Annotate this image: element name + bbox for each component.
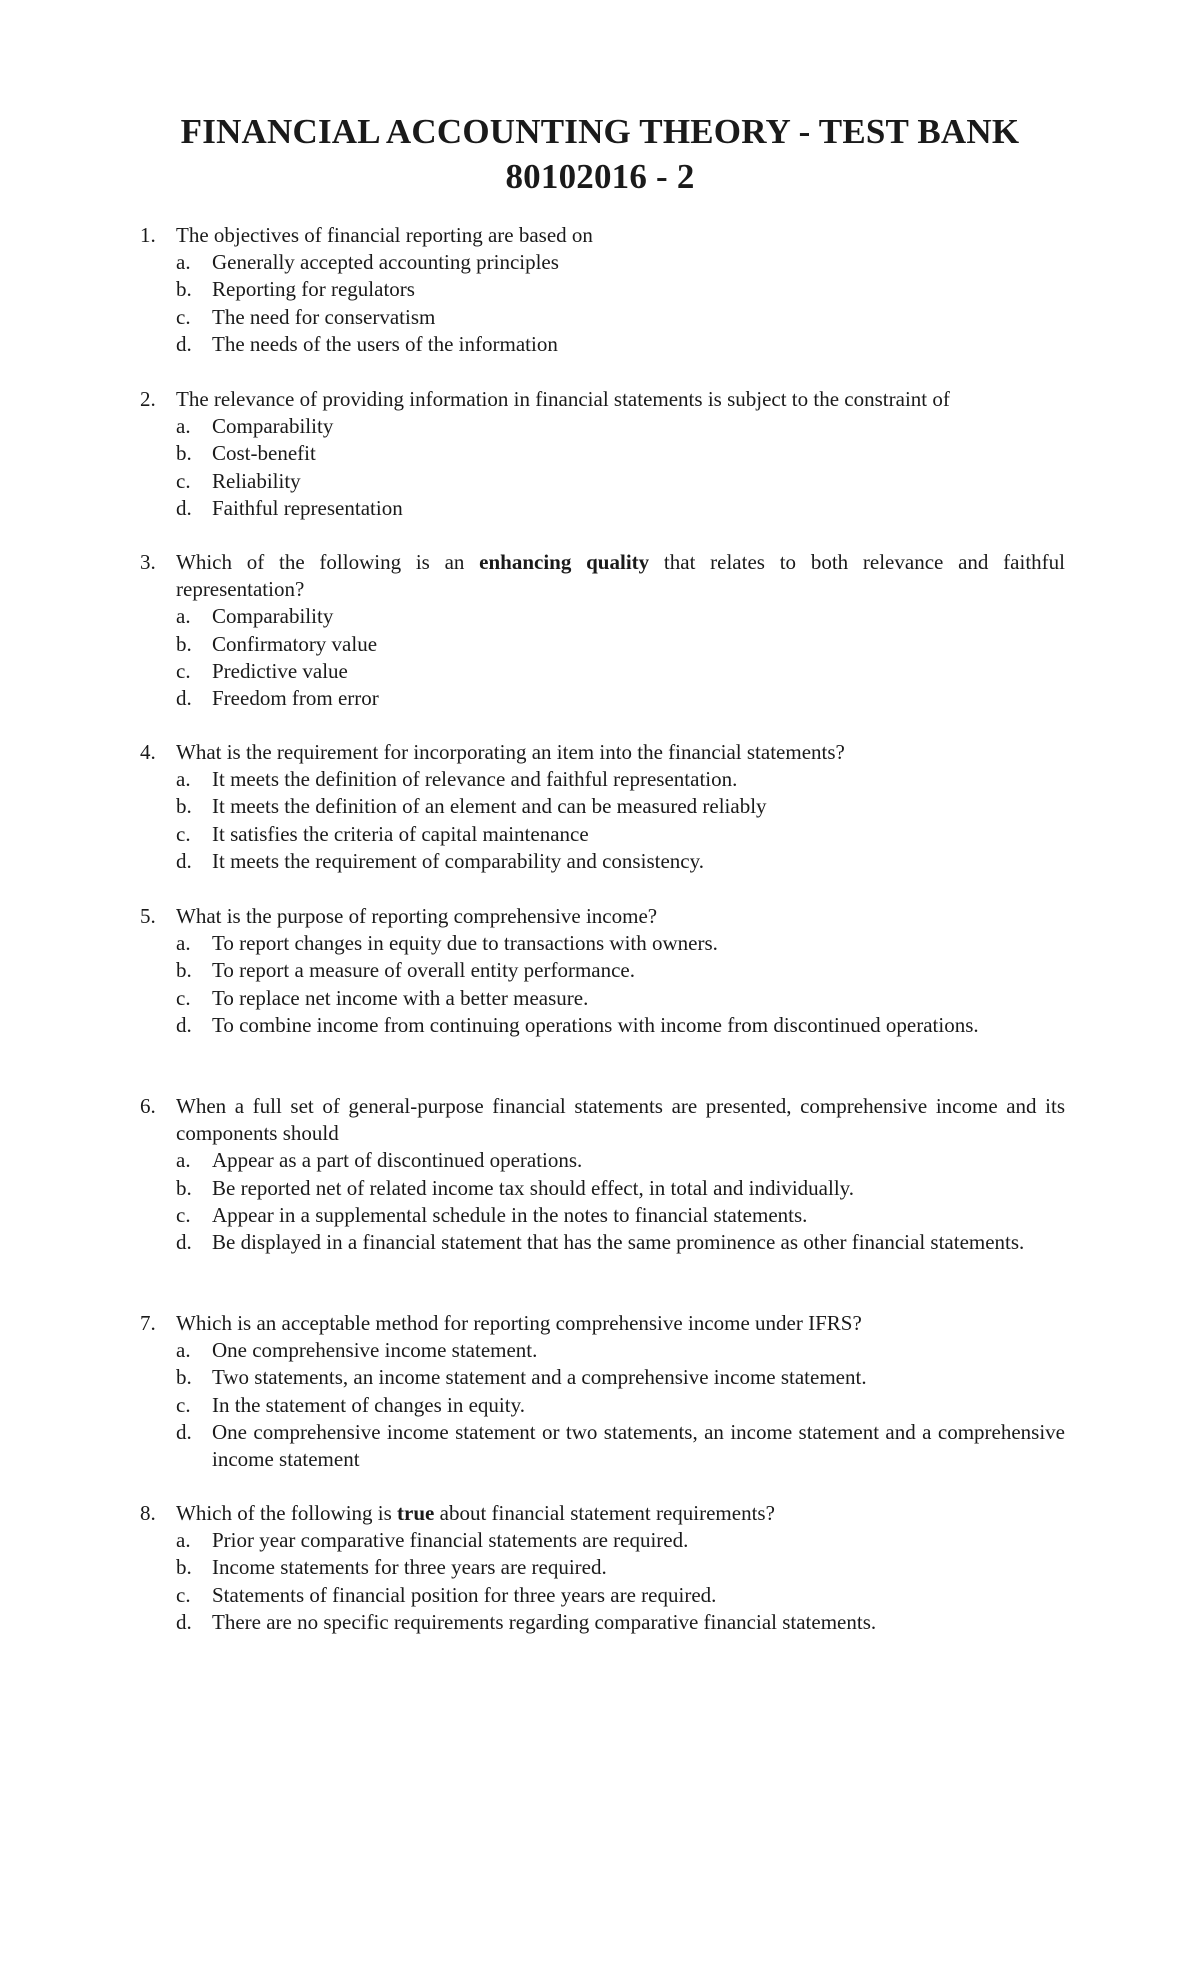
option-letter: d. bbox=[176, 1609, 192, 1634]
option-letter: a. bbox=[176, 604, 191, 629]
option-b bbox=[140, 1364, 1065, 1391]
question-number: 6. bbox=[140, 1094, 156, 1118]
question-text-part: Which is an acceptable method for reporting comprehensive income under IFRS? bbox=[176, 1311, 862, 1335]
option-c bbox=[140, 821, 1065, 848]
option-letter: b. bbox=[176, 794, 192, 819]
option-text: Faithful representation bbox=[212, 495, 403, 520]
question-number: 4. bbox=[140, 740, 156, 764]
option-text: To combine income from continuing operations with income from discontinued operations. bbox=[212, 1012, 979, 1037]
option-c bbox=[140, 1202, 1065, 1229]
option-letter: a. bbox=[176, 414, 191, 439]
option-text: One comprehensive income statement. bbox=[212, 1338, 538, 1363]
question-number: 1. bbox=[140, 223, 156, 247]
option-d bbox=[140, 685, 1065, 712]
option-d bbox=[140, 1229, 1065, 1256]
question-number: 3. bbox=[140, 550, 156, 574]
question-stem bbox=[140, 222, 1065, 249]
option-b bbox=[140, 631, 1065, 658]
option-text: The needs of the users of the information bbox=[212, 331, 558, 356]
question-4 bbox=[140, 739, 1065, 875]
option-a bbox=[140, 603, 1065, 630]
option-c bbox=[140, 985, 1065, 1012]
option-letter: d. bbox=[176, 1419, 192, 1444]
option-a bbox=[140, 766, 1065, 793]
option-letter: b. bbox=[176, 631, 192, 656]
option-letter: d. bbox=[176, 686, 192, 711]
option-text: One comprehensive income statement or two statements, an income statement and a comprehensive income statement bbox=[212, 1419, 1065, 1472]
option-letter: a. bbox=[176, 250, 191, 275]
option-letter: c. bbox=[176, 304, 191, 329]
option-d bbox=[140, 495, 1065, 522]
question-text-part: Which of the following is an bbox=[176, 550, 480, 574]
option-letter: d. bbox=[176, 848, 192, 873]
option-text: Comparability bbox=[212, 604, 334, 629]
option-b bbox=[140, 440, 1065, 467]
option-letter: b. bbox=[176, 1175, 192, 1200]
question-3 bbox=[140, 549, 1065, 712]
option-d bbox=[140, 1012, 1065, 1039]
option-letter: b. bbox=[176, 441, 192, 466]
option-a bbox=[140, 1147, 1065, 1174]
question-number: 5. bbox=[140, 904, 156, 928]
option-b bbox=[140, 276, 1065, 303]
option-c bbox=[140, 468, 1065, 495]
question-text bbox=[176, 739, 1065, 766]
question-7 bbox=[140, 1310, 1065, 1473]
option-letter: a. bbox=[176, 1338, 191, 1363]
option-text: The need for conservatism bbox=[212, 304, 436, 329]
option-text: Reporting for regulators bbox=[212, 277, 415, 302]
question-1 bbox=[140, 222, 1065, 358]
option-text: There are no specific requirements regarding comparative financial statements. bbox=[212, 1609, 877, 1634]
option-letter: b. bbox=[176, 1365, 192, 1390]
option-text: It meets the requirement of comparability and consistency. bbox=[212, 848, 704, 873]
document-title: FINANCIAL ACCOUNTING THEORY - TEST BANK bbox=[180, 112, 1020, 151]
question-text bbox=[176, 903, 1065, 930]
option-c bbox=[140, 1582, 1065, 1609]
option-letter: c. bbox=[176, 468, 191, 493]
question-6 bbox=[140, 1093, 1065, 1256]
option-letter: d. bbox=[176, 331, 192, 356]
question-emphasis: true bbox=[397, 1501, 435, 1525]
option-letter: c. bbox=[176, 658, 191, 683]
question-text-part: The objectives of financial reporting are based on bbox=[176, 223, 593, 247]
question-stem bbox=[140, 1093, 1065, 1147]
option-letter: a. bbox=[176, 931, 191, 956]
option-text: Statements of financial position for three years are required. bbox=[212, 1582, 717, 1607]
option-text: Reliability bbox=[212, 468, 301, 493]
question-5 bbox=[140, 903, 1065, 1039]
option-d bbox=[140, 848, 1065, 875]
option-c bbox=[140, 304, 1065, 331]
question-text bbox=[176, 1310, 1065, 1337]
option-letter: c. bbox=[176, 985, 191, 1010]
question-emphasis: enhancing quality bbox=[479, 550, 650, 574]
question-text bbox=[176, 549, 1065, 603]
option-text: Generally accepted accounting principles bbox=[212, 250, 559, 275]
question-text-part: that relates to both relevance and faithful representation? bbox=[176, 550, 1065, 602]
option-text: Be displayed in a financial statement that has the same prominence as other financial statements. bbox=[212, 1230, 1025, 1255]
question-stem bbox=[140, 903, 1065, 930]
option-b bbox=[140, 1175, 1065, 1202]
option-a bbox=[140, 930, 1065, 957]
document-code: 80102016 - 2 bbox=[505, 157, 695, 196]
question-text bbox=[176, 386, 1065, 413]
question-number: 7. bbox=[140, 1311, 156, 1335]
question-text-part: about financial statement requirements? bbox=[434, 1501, 775, 1525]
question-text bbox=[176, 1093, 1065, 1147]
question-number: 8. bbox=[140, 1501, 156, 1525]
question-text-part: When a full set of general-purpose financial statements are presented, comprehensive income and its components should bbox=[176, 1094, 1065, 1146]
option-letter: b. bbox=[176, 958, 192, 983]
option-text: Income statements for three years are required. bbox=[212, 1555, 607, 1580]
option-d bbox=[140, 1609, 1065, 1636]
option-d bbox=[140, 331, 1065, 358]
question-stem bbox=[140, 739, 1065, 766]
option-a bbox=[140, 413, 1065, 440]
option-text: Two statements, an income statement and a comprehensive income statement. bbox=[212, 1365, 867, 1390]
question-stem bbox=[140, 386, 1065, 413]
option-letter: d. bbox=[176, 1012, 192, 1037]
question-2 bbox=[140, 386, 1065, 522]
question-text-part: What is the requirement for incorporating an item into the financial statements? bbox=[176, 740, 845, 764]
option-text: Cost-benefit bbox=[212, 441, 316, 466]
option-text: It meets the definition of an element and can be measured reliably bbox=[212, 794, 767, 819]
option-b bbox=[140, 957, 1065, 984]
option-text: Be reported net of related income tax should effect, in total and individually. bbox=[212, 1175, 855, 1200]
option-letter: a. bbox=[176, 1148, 191, 1173]
question-text bbox=[176, 1500, 1065, 1527]
question-text bbox=[176, 222, 1065, 249]
option-text: To replace net income with a better measure. bbox=[212, 985, 589, 1010]
option-text: Appear in a supplemental schedule in the notes to financial statements. bbox=[212, 1202, 808, 1227]
option-b bbox=[140, 793, 1065, 820]
question-text-part: The relevance of providing information in financial statements is subject to the constraint of bbox=[176, 387, 950, 411]
option-text: To report changes in equity due to transactions with owners. bbox=[212, 931, 718, 956]
option-letter: c. bbox=[176, 1202, 191, 1227]
option-text: Appear as a part of discontinued operations. bbox=[212, 1148, 583, 1173]
option-a bbox=[140, 1527, 1065, 1554]
option-text: Confirmatory value bbox=[212, 631, 378, 656]
option-a bbox=[140, 249, 1065, 276]
question-number: 2. bbox=[140, 387, 156, 411]
option-text: To report a measure of overall entity performance. bbox=[212, 958, 636, 983]
option-letter: c. bbox=[176, 1392, 191, 1417]
question-text-part: What is the purpose of reporting comprehensive income? bbox=[176, 904, 658, 928]
option-text: In the statement of changes in equity. bbox=[212, 1392, 525, 1417]
option-text: It satisfies the criteria of capital maintenance bbox=[212, 821, 589, 846]
question-text-part: Which of the following is bbox=[176, 1501, 398, 1525]
question-stem bbox=[140, 1310, 1065, 1337]
question-8 bbox=[140, 1500, 1065, 1636]
option-text: Prior year comparative financial statements are required. bbox=[212, 1528, 689, 1553]
option-text: It meets the definition of relevance and faithful representation. bbox=[212, 767, 738, 792]
option-text: Comparability bbox=[212, 414, 334, 439]
option-letter: c. bbox=[176, 1582, 191, 1607]
option-b bbox=[140, 1554, 1065, 1581]
option-letter: b. bbox=[176, 277, 192, 302]
option-a bbox=[140, 1337, 1065, 1364]
option-letter: a. bbox=[176, 767, 191, 792]
option-letter: b. bbox=[176, 1555, 192, 1580]
option-letter: a. bbox=[176, 1528, 191, 1553]
option-letter: c. bbox=[176, 821, 191, 846]
option-d bbox=[140, 1419, 1065, 1473]
option-c bbox=[140, 658, 1065, 685]
option-text: Predictive value bbox=[212, 658, 348, 683]
option-text: Freedom from error bbox=[212, 686, 379, 711]
option-letter: d. bbox=[176, 1230, 192, 1255]
option-c bbox=[140, 1392, 1065, 1419]
option-letter: d. bbox=[176, 495, 192, 520]
question-stem bbox=[140, 549, 1065, 603]
question-stem bbox=[140, 1500, 1065, 1527]
